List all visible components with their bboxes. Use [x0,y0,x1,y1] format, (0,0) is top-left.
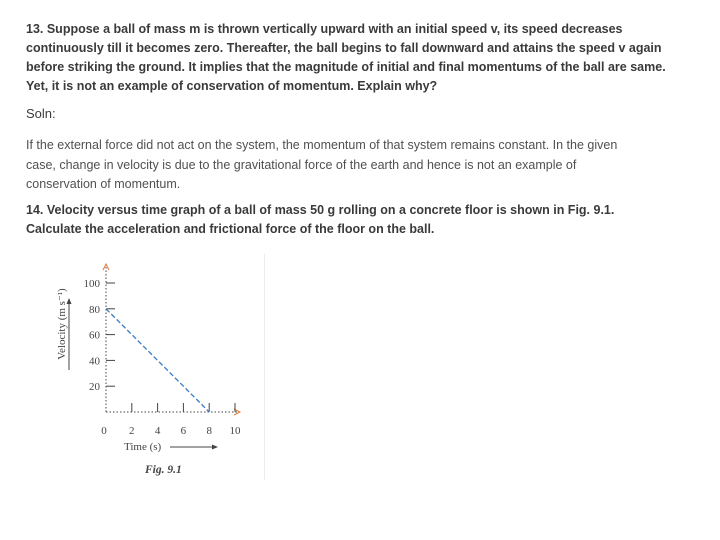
y-axis-label: Velocity (m s⁻¹) [56,288,68,360]
figure-caption: Fig. 9.1 [145,464,182,476]
y-tick-label-60: 60 [89,329,100,342]
y-tick-label-80: 80 [89,303,100,316]
figure-9-1 [52,254,265,480]
chart-series [106,309,209,412]
x-tick-label-10: 10 [229,425,241,437]
x-axis-label: Time (s) [124,441,162,453]
x-label-arrowhead [212,445,218,450]
origin-label: 0 [101,425,107,437]
y-tick-label-40: 40 [89,355,100,368]
velocity-line-0 [106,309,209,412]
chart-ticks [84,278,242,437]
solution-text: If the external force did not act on the system, the momentum of that system remains constant. In the given case, change in velocity is due to the gravitational force of the earth and hence is not an example of conservation of momentum. [26,138,618,191]
velocity-time-chart [52,254,264,480]
x-tick-label-8: 8 [206,425,212,437]
x-tick-label-4: 4 [154,425,161,437]
solution-heading: Soln: [26,106,56,121]
x-tick-label-2: 2 [129,425,135,437]
question-14: 14. Velocity versus time graph of a ball of mass 50 g rolling on a concrete floor is shown in Fig. 9.1. Calculate the acceleration and frictional force of the floor on the ball. [26,203,615,236]
question-13: 13. Suppose a ball of mass m is thrown vertically upward with an initial speed v, its speed decreases continuously till it becomes zero. Thereafter, the ball begins to fall downward and attains the speed v again before striking the ground. It implies that the magnitude of initial and final momentums of the ball are same. Yet, it is not an example of conservation of momentum. Explain why? [26,22,666,93]
y-tick-label-100: 100 [83,278,100,290]
chart-axes [103,264,240,415]
x-tick-label-6: 6 [180,425,187,437]
y-tick-label-20: 20 [89,381,100,394]
